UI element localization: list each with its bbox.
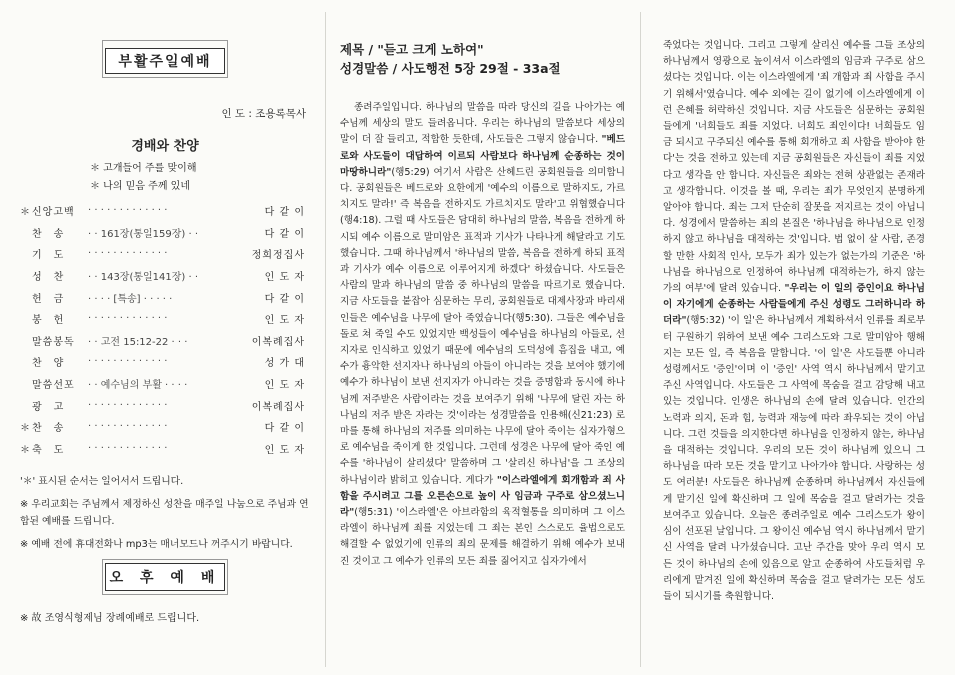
order-row	[20, 200, 305, 222]
title-frame	[102, 40, 228, 78]
presider-label: 인 도 : 조용록목사	[221, 108, 306, 120]
order-leader: 이복례집사	[251, 401, 305, 413]
afternoon-title: 오 후 예 배	[105, 563, 225, 591]
order-item-name: 성 찬	[32, 272, 65, 284]
order-row	[20, 351, 305, 373]
sermon-text: 종려주일입니다. 하나님의 말씀을 따라 당신의 길을 나아가는 예수님께 세상의 말도 들려옵니다. 우리는 하나님의 말씀보다 세상의 말이 더 잘 들리고, 적합한 듯한데, 사도들은 그렇지 않습니다.	[340, 102, 625, 146]
order-table	[20, 200, 305, 459]
order-item-name: 말씀선포	[32, 380, 75, 392]
order-mark: ＊	[20, 444, 30, 456]
sermon-scripture: 성경말씀 / 사도행전 5장 29절 - 33a절	[340, 61, 561, 76]
sermon-continued-panel	[663, 38, 925, 658]
praise-song: ＊ 고개들어 주를 맞이해	[90, 163, 197, 174]
order-detail: · · 143장(통일141장) · ·	[88, 272, 199, 284]
order-mark	[20, 394, 32, 416]
order-item-name: 말씀봉독	[32, 336, 75, 348]
order-leader: 인 도 자	[264, 315, 305, 327]
order-leader: 다 같 이	[264, 207, 305, 219]
order-detail: · · 고전 15:12-22 · · ·	[88, 336, 188, 348]
sermon-text: (행5:29) 여기서 사람은 산헤드린 공회원들을 의미합니다. 공회원들은 베드로와 요한에게 '예수의 이름으로 말하지도, 가르치지도 말라!' 즉 복음을 전하지도 가르치지도 말라'고 위협했습니다(행4:18). 그럴 때 사도들은 담대히 하나님의 말씀, 복음을 전하게 하시되 예수 이름으로 말미암은 표적과 기사가 나타나게 해달라고 기도했습니다. 그때 하나님께서 '하나님의 말씀, 복음을 전하게 하되 표적과 기사가 예수 이름으로 이루어지게 하겠다' 하셨습니다. 사도들은 사람의 말과 하나님의 말씀 중 하나님의 말씀을 따르기로 했습니다. 지금 사도들을 붙잡아 심문하는 무리, 공회원들로 대제사장과 바리새인들은 예수님을 나무에 달아 죽였습니다(행5:30). 그들은 예수님을 돌로 쳐 죽일 수도 있었지만 백성들이 예수님을 하나님의 아들로, 선지자로 인식하고 있었기 때문에 예수님의 도덕성에 흠집을 내고, 예수가 흉악한 선지자나 하나님의 아들이 아니라는 것을 보여야 했기에 예수가 하나님이 보낸 선지자가 아니라는 것을 증명함과 동시에 하나님께 저주받은 사람이라는 것을 보여주기 위해 '나무에 달린 자는 하나님의 저주 받은 자라는 것'이라는 성경말씀을 인용해(신21:23) 로마를 통해 하나님의 저주를 의미하는 나무에 달아 죽이는 십자가형으로 예수님을 죽이게 한 것입니다. 그런데 성경은 나무에 달아 죽인 예수를 '하나님이 살리셨다' 말씀하며 그 '살리신 하나님'을 그 조상의 하나님이라 밝히고 있습니다. 게다가	[340, 166, 625, 486]
order-row	[20, 373, 305, 395]
order-item-name: 광 고	[32, 401, 65, 413]
order-mark	[20, 308, 32, 330]
order-detail: · · · · [특송] · · · · ·	[88, 293, 173, 305]
footnote: ※ 예배 전에 휴대전화나 mp3는 매너모드나 꺼주시기 바랍니다.	[20, 539, 293, 551]
scripture-quote: "우리는 이 일의 증인이요 하나님이 자기에게 순종하는 사람들에게 주신 성령도 그러하니라 하더라"	[663, 283, 925, 327]
sermon-panel	[340, 40, 625, 640]
scripture-quote: "베드로와 사도들이 대답하여 이르되 사람보다 하나님께 순종하는 것이 마땅하니라"	[340, 134, 625, 178]
order-of-service-panel	[20, 40, 310, 640]
praise-song: ＊ 나의 믿음 주께 있네	[90, 181, 190, 192]
order-leader: 다 같 이	[264, 228, 305, 240]
order-mark	[20, 222, 32, 244]
order-leader: 다 같 이	[264, 423, 305, 435]
order-row	[20, 243, 305, 265]
page-title: 부활주일예배	[105, 48, 225, 74]
footnote: '＊' 표시된 순서는 일어서서 드립니다.	[20, 476, 184, 488]
afternoon-note: ※ 故 조영식형제님 장례예배로 드립니다.	[20, 613, 200, 625]
order-leader: 인 도 자	[264, 272, 305, 284]
order-detail: · · · · · · · · · · · · ·	[88, 248, 168, 260]
order-mark	[20, 373, 32, 395]
order-detail: · · 161장(통일159장) · ·	[88, 228, 199, 240]
order-leader: 이복례집사	[251, 336, 305, 348]
order-mark	[20, 286, 32, 308]
sermon-body-continued	[663, 38, 925, 605]
order-item-name: 봉 헌	[32, 315, 65, 327]
footnotes	[20, 473, 310, 553]
order-row	[20, 416, 305, 438]
order-item-name: 찬 송	[32, 228, 65, 240]
order-row	[20, 394, 305, 416]
order-mark: ＊	[20, 423, 30, 435]
sermon-text: (행5:31) '이스라엘'은 아브라함의 육적혈통을 의미하며 그 이스라엘이 하나님께 죄를 지었는데 그 죄는 본인 스스로도 율법으로도 해결할 수 없었기에 인류의 죄의 문제를 해결하기 위해 예수가 보내진 것이고 그 예수가 인류의 모든 죄를 짊어지고 십자가에서	[340, 507, 625, 567]
order-item-name: 헌 금	[32, 293, 65, 305]
order-mark	[20, 330, 32, 352]
order-detail: · · · · · · · · · · · · ·	[88, 399, 168, 411]
order-leader: 인 도 자	[264, 444, 305, 456]
order-mark	[20, 351, 32, 373]
order-detail: · · · · · · · · · · · · ·	[88, 313, 168, 325]
order-row	[20, 222, 305, 244]
order-detail: · · · · · · · · · · · · ·	[88, 205, 168, 217]
worship-section-title: 경배와 찬양	[131, 139, 199, 154]
praise-songs	[90, 160, 310, 196]
order-detail: · · · · · · · · · · · · ·	[88, 356, 168, 368]
order-row	[20, 330, 305, 352]
order-leader: 인 도 자	[264, 380, 305, 392]
sermon-title: 제목 / "듣고 크게 노하여"	[340, 42, 484, 57]
order-leader: 정희정집사	[251, 250, 305, 262]
order-detail: · · · · · · · · · · · · ·	[88, 442, 168, 454]
scripture-quote: "이스라엘에게 회개함과 죄 사함을 주시려고 그를 오른손으로 높이 사 임금과 구주로 삼으셨느니라"	[340, 474, 625, 519]
order-mark	[20, 243, 32, 265]
sermon-text: 죽었다는 것입니다. 그리고 그렇게 살리신 예수를 그들 조상의 하나님께서 영광으로 높이셔서 이스라엘의 임금과 구주로 삼으셨다는 것입니다. 이는 이스라엘에게 '죄 개함과 죄 사함을 주시기 위해서'였습니다. 예수 외에는 길이 없기에 이스라엘에게 이런 은혜를 허락하신 것입니다. 지금 사도들은 심문하는 공회원들에게 '너희들도 죄를 지었다. 너희도 죄인이다! 너희들도 임금 되시고 구주되신 예수를 통해 회개하고 죄 사함을 받아야 한다'는 것을 전하고 있는데 지금 공회원들은 자신들이 죄를 지었다고 생각을 안 합니다. 자신들은 죄와는 전혀 상관없는 존재라고 생각합니다. 이것을 볼 때, 우리는 죄가 무엇인지 분명하게 알아야 합니다. 죄는 그저 단순히 잘못을 저지르는 것이 아닙니다. 성경에서 말씀하는 죄의 본질은 '하나님을 하나님으로 인정하지 않고 하나님을 대적하는 것'입니다. 법 없이 살 사람, 존경할 만한 사회적 인사, 모두가 죄가 있는가 없는가의 기준은 '하나님을 하나님으로 인정하여 하나님께 대적하는가, 하지 않는가의 여부'에 달려 있습니다.	[663, 40, 925, 295]
order-item-name: 찬 양	[32, 358, 65, 370]
sermon-text: (행5:32) '이 일'은 하나님께서 계획하셔서 인류를 죄로부터 구원하기 위하여 보낸 예수 그리스도와 그로 말미암아 행해지는 모든 일, 즉 복음을 말합니다. '이 일'은 사도들뿐 아니라 성령께서도 '증인'이며 이 '증인' 사역 역시 하나님께서 맡기고 주신 사역입니다. 사도들은 그 사역에 목숨을 걸고 감당해 내고 있는 것입니다. 인생은 하나님의 손에 달려 있습니다. 인간의 노력과 의지, 돈과 힘, 능력과 재능에 따라 좌우되는 것이 아닙니다. 그런 것들을 의지한다면 하나님을 인정하지 않는, 하나님을 대적하는 것입니다. 우리의 모든 것이 하나님께 있으니 그 하나님을 따라 모든 것을 맡기고 나아가야 합니다. 사랑하는 성도 여러분! 사도들은 하나님께 순종하며 하나님께서 자신들에게 맡기신 일에 확신하며 그 일에 목숨을 걸고 달려가는 것을 보여주고 있습니다. 오늘은 종려주일로 예수 그리스도가 왕이심이 선포된 날입니다. 그 왕이신 예수님 역시 하나님께서 맡기신 사역을 달려 나가셨습니다. 고난 주간을 맞아 우리 역시 모든 것이 하나님의 손에 있음으로 알고 순종하여 사도들처럼 우리에게 맡겨진 일에 확신하며 목숨을 걸고 달려가는 모든 성도들이 되시기를 축원합니다.	[663, 315, 925, 602]
order-leader: 성 가 대	[264, 358, 305, 370]
order-item-name: 축 도	[32, 444, 65, 456]
order-item-name: 신앙고백	[32, 207, 75, 219]
sermon-body	[340, 100, 625, 570]
afternoon-frame	[102, 559, 228, 595]
order-detail: · · · · · · · · · · · · ·	[88, 421, 168, 433]
order-item-name: 기 도	[32, 250, 65, 262]
order-item-name: 찬 송	[32, 423, 65, 435]
column-divider	[325, 12, 326, 667]
order-mark	[20, 265, 32, 287]
order-row	[20, 438, 305, 460]
footnote: ※ 우리교회는 주님께서 제정하신 성찬을 매주일 나눔으로 주님과 연합된 예배를 드립니다.	[20, 499, 309, 528]
order-mark: ＊	[20, 207, 30, 219]
order-detail: · · 예수님의 부활 · · · ·	[88, 380, 188, 392]
column-divider	[640, 12, 641, 667]
order-row	[20, 308, 305, 330]
order-leader: 다 같 이	[264, 293, 305, 305]
order-row	[20, 286, 305, 308]
order-row	[20, 265, 305, 287]
